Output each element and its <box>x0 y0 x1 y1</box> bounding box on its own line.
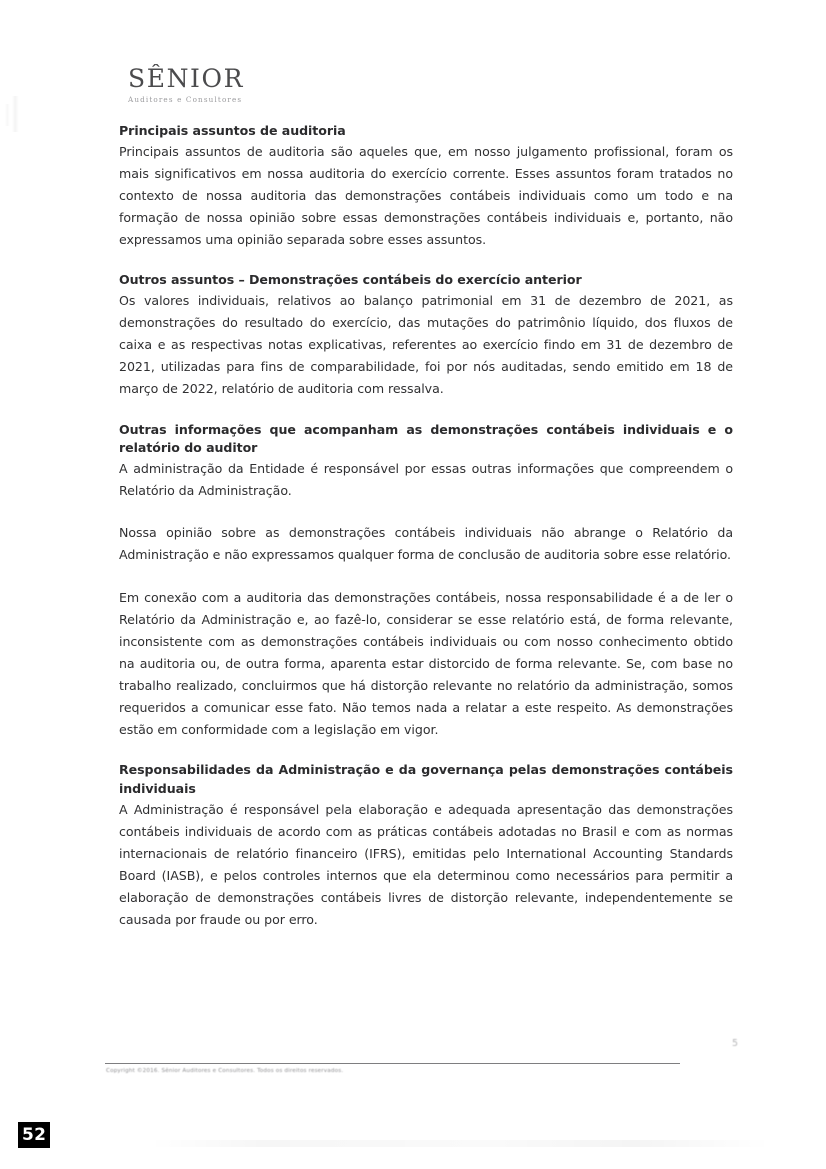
section-paragraph: Os valores individuais, relativos ao balanço patrimonial em 31 de dezembro de 2021, as demonstrações do resultado do exercício, das mutações do patrimônio líquido, dos fluxos de caixa e as respectivas notas explicativas, referentes ao exercício findo em 31 de dezembro de 2021, utilizadas para fins de comparabilidade, foi por nós auditadas, sendo emitido em 18 de março de 2022, relatório de auditoria com ressalva. <box>119 293 733 397</box>
section-paragraph: Principais assuntos de auditoria são aqueles que, em nosso julgamento profissional, foram os mais significativos em nossa auditoria do exercício corrente. Esses assuntos foram tratados no contexto de nossa auditoria das demonstrações contábeis individuais como um todo e na formação de nossa opinião sobre essas demonstrações contábeis individuais e, portanto, não expressamos uma opinião separada sobre esses assuntos. <box>119 143 733 248</box>
section-heading-responsabilidades: Responsabilidades da Administração e da governança pelas demonstrações contábeis individuais <box>119 762 733 796</box>
copyright-notice: Copyright ©2016. Sênior Auditores e Consultores. Todos os direitos reservados. <box>106 1068 344 1074</box>
section-spacer <box>119 741 733 761</box>
paragraph-spacer <box>119 567 733 587</box>
scan-artifact-secondary <box>5 104 10 126</box>
page-number: 5 <box>731 1038 738 1049</box>
document-body <box>119 122 733 931</box>
footer-divider <box>105 1063 680 1064</box>
viewer-page-badge[interactable]: 52 <box>18 1122 50 1148</box>
section-heading-outras-informacoes: Outras informações que acompanham as demonstrações contábeis individuais e o relatório do auditor <box>119 421 733 456</box>
section-paragraph: A Administração é responsável pela elaboração e adequada apresentação das demonstrações contábeis individuais de acordo com as práticas contábeis adotadas no Brasil e com as normas internacionais de relatório financeiro (IFRS), emitidas pelo International Accounting Standards Board (IASB), e pelos controles internos que ela determinou como necessários para permitir a elaboração de demonstrações contábeis livres de distorção relevante, independentemente se causada por fraude ou por erro. <box>119 801 733 928</box>
section-heading-outros-assuntos: Outros assuntos – Demonstrações contábeis do exercício anterior <box>119 272 582 288</box>
scan-ghosting <box>150 1140 770 1147</box>
scan-artifact <box>12 96 19 132</box>
brand-tagline: Auditores e Consultores <box>128 95 243 105</box>
paragraph-spacer <box>119 502 733 522</box>
brand-name: SÊNIOR <box>128 64 245 93</box>
section-paragraph: Nossa opinião sobre as demonstrações contábeis individuais não abrange o Relatório da Administração e não expressamos qualquer forma de conclusão de auditoria sobre esse relatório. <box>119 525 733 563</box>
section-heading-principais-assuntos: Principais assuntos de auditoria <box>119 123 346 138</box>
section-spacer <box>119 401 733 421</box>
section-paragraph: A administração da Entidade é responsável por essas outras informações que compreendem o Relatório da Administração. <box>119 461 733 499</box>
section-paragraph: Em conexão com a auditoria das demonstrações contábeis, nossa responsabilidade é a de ler o Relatório da Administração e, ao fazê-lo, considerar se esse relatório está, de forma relevante, inconsistente com as demonstrações contábeis individuais ou com nosso conhecimento obtido na auditoria ou, de outra forma, aparenta estar distorcido de forma relevante. Se, com base no trabalho realizado, concluirmos que há distorção relevante no relatório da administração, somos requeridos a comunicar esse fato. Não temos nada a relatar a este respeito. As demonstrações estão em conformidade com a legislação em vigor. <box>119 589 733 738</box>
section-spacer <box>119 251 733 271</box>
letterhead-logo <box>128 66 428 104</box>
